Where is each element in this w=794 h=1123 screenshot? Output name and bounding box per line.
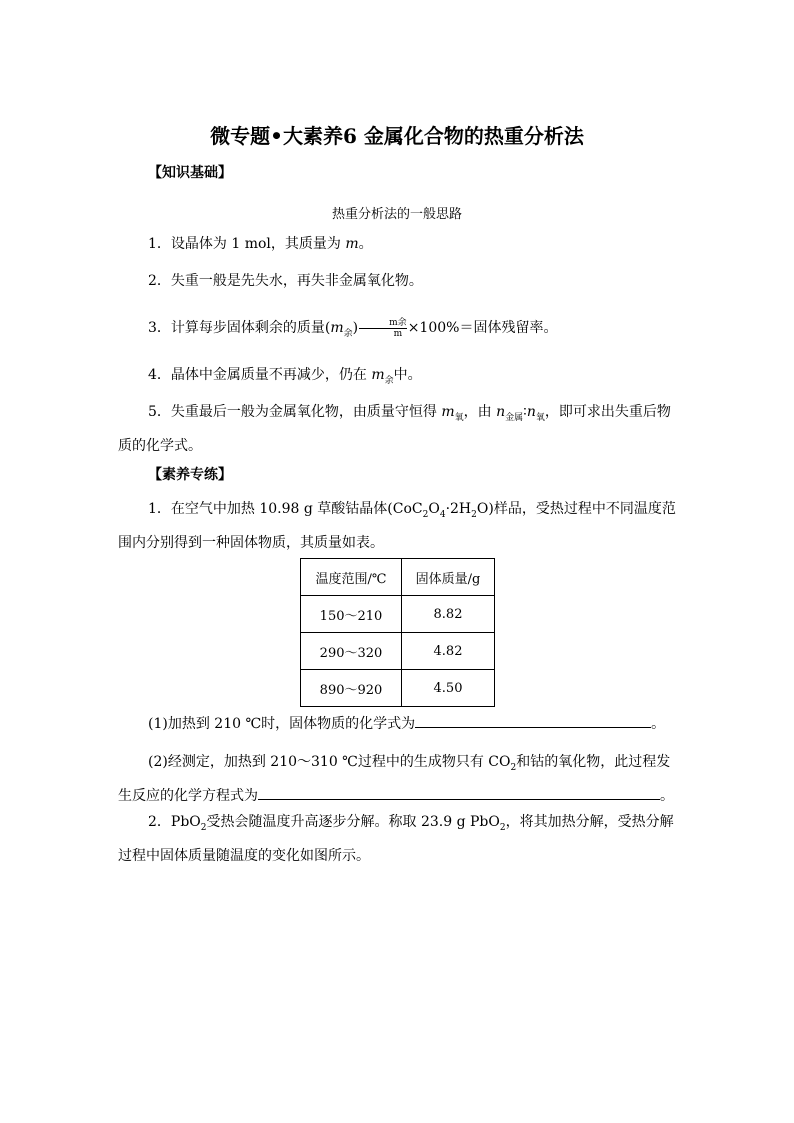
table-cell: 290～320: [301, 633, 402, 670]
question-1-part-2: (2)经测定，加热到 210～310 ℃过程中的生成物只有 $CO_2$和钴的氧化物，此过程发生反应的化学方程式为 。: [118, 754, 674, 804]
table-cell: 8.82: [402, 596, 495, 633]
table-row: [301, 670, 495, 707]
knowledge-item-4: 4．晶体中金属质量不再减少，仍在 $m_余$中。: [148, 367, 422, 386]
answer-blank-1[interactable]: [415, 713, 651, 728]
page-title: 微专题•大素养6 金属化合物的热重分析法: [210, 124, 584, 148]
question-2: 2．PbO$_2$受热会随温度升高逐步分解。称取 23.9 g PbO$_2$，将其加热分解，受热分解过程中固体质量随温度的变化如图所示。: [118, 814, 674, 864]
knowledge-item-3: 3．计算每步固体剩余的质量$(m_余)$ $\frac{\text{m余}}{m}$ ×100%＝固体残留率。: [148, 317, 558, 339]
knowledge-subtitle: 热重分析法的一般思路: [331, 207, 462, 222]
practice-heading: 【素养专练】: [148, 467, 232, 483]
knowledge-item-2: 2．失重一般是先失水，再失非金属氧化物。: [148, 273, 423, 289]
question-1: 1．在空气中加热 10.98 g 草酸钴晶体$(CoC_2O_4\cdot 2H_2O)$样品，受热过程中不同温度范围内分别得到一种固体物质，其质量如表。: [118, 501, 676, 551]
table-cell: 890～920: [301, 670, 402, 707]
table-cell: 4.50: [402, 670, 495, 707]
table-row: [301, 596, 495, 633]
answer-blank-2[interactable]: [258, 785, 660, 800]
table-header-cell: 固体质量/g: [402, 559, 495, 596]
knowledge-item-5: 5．失重最后一般为金属氧化物，由质量守恒得 $m_氧$，由 $n_{金属}∶n_氧$，即可求出失重后物质的化学式。: [118, 404, 671, 454]
table-header-cell: 温度范围/℃: [301, 559, 402, 596]
knowledge-heading: 【知识基础】: [148, 165, 232, 181]
table-header-row: [301, 559, 495, 596]
table-cell: 4.82: [402, 633, 495, 670]
table-cell: 150～210: [301, 596, 402, 633]
knowledge-item-1: 1．设晶体为 1 mol，其质量为 m。: [148, 236, 373, 252]
question-1-part-1: (1)加热到 210 ℃时，固体物质的化学式为 。: [118, 710, 678, 738]
mass-temperature-table: [300, 558, 495, 707]
table-row: [301, 633, 495, 670]
mass-ratio-fraction: $\frac{\text{m余}}{m}$: [359, 318, 407, 339]
